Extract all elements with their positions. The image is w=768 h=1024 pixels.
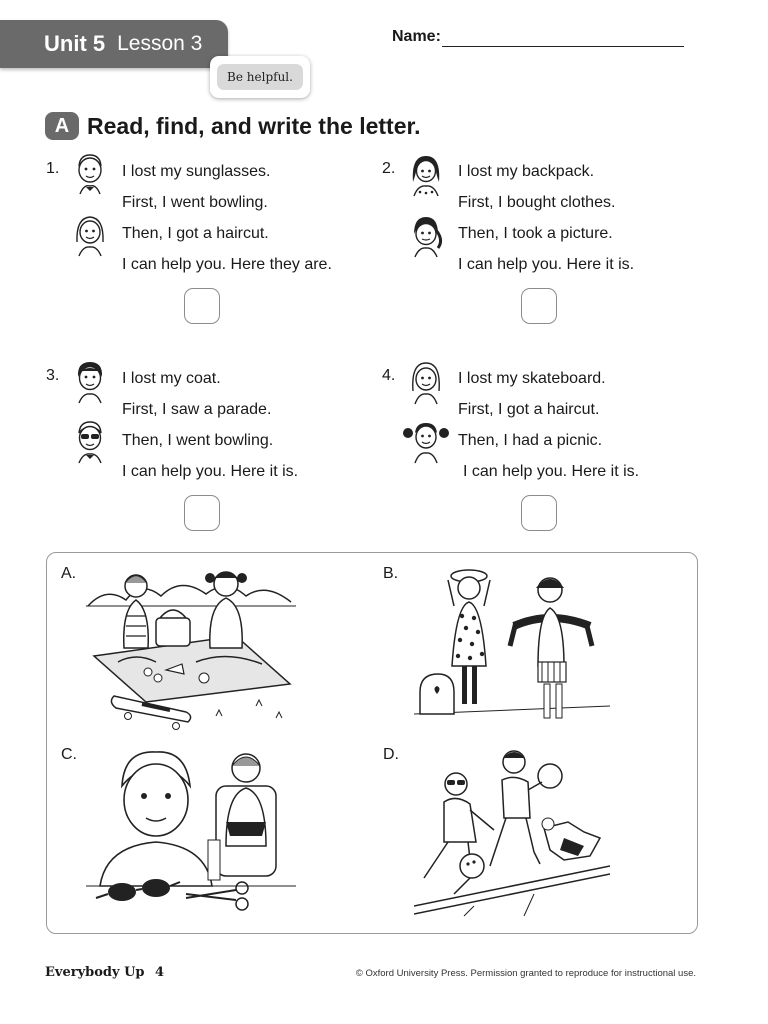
- item-number: 2.: [382, 160, 396, 177]
- picture-label: C.: [61, 746, 77, 763]
- picnic-picture: [86, 566, 296, 732]
- item-number: 4.: [382, 367, 396, 384]
- value-tag: [210, 56, 310, 98]
- haircut-picture: [86, 746, 296, 916]
- boy-avatar-icon: [72, 359, 108, 405]
- picture-label: D.: [383, 746, 399, 763]
- clothes-shopping-picture: [414, 566, 610, 732]
- unit-label: Unit 5: [44, 31, 106, 56]
- item-line: I lost my backpack.: [458, 163, 595, 180]
- answer-box-3[interactable]: [184, 495, 220, 531]
- page-number: 4: [155, 965, 165, 980]
- section-title: Read, find, and write the letter.: [87, 113, 421, 139]
- answer-box-4[interactable]: [521, 495, 557, 531]
- unit-lesson-tab: [0, 20, 228, 68]
- item-line: I lost my skateboard.: [458, 370, 606, 387]
- item-line: First, I went bowling.: [122, 194, 268, 211]
- footer-book-title: [45, 965, 164, 980]
- item-line: First, I bought clothes.: [458, 194, 616, 211]
- item-line: I can help you. Here it is.: [463, 463, 640, 480]
- item-line: I lost my coat.: [122, 370, 221, 387]
- boy-avatar-icon: [72, 152, 108, 198]
- book-title: Everybody Up: [45, 965, 145, 980]
- item-line: I lost my sunglasses.: [122, 163, 271, 180]
- picture-label: A.: [61, 565, 77, 582]
- girl-avatar-icon: [72, 212, 108, 258]
- item-line: Then, I went bowling.: [122, 432, 274, 449]
- item-number: 3.: [46, 367, 60, 384]
- footer-copyright: © Oxford University Press. Permission granted to reproduce for instructional use.: [355, 968, 696, 979]
- item-line: Then, I got a haircut.: [122, 225, 269, 242]
- item-line: I can help you. Here it is.: [122, 463, 299, 480]
- bowling-picture: [414, 746, 610, 918]
- girl-avatar-icon: [408, 212, 444, 258]
- girl-avatar-icon: [408, 152, 444, 198]
- boy-glasses-avatar-icon: [72, 419, 108, 465]
- lesson-label: Lesson 3: [117, 32, 203, 55]
- section-badge: A: [45, 112, 79, 140]
- girl-avatar-icon: [408, 359, 444, 405]
- name-label: Name:: [392, 28, 441, 45]
- answer-box-1[interactable]: [184, 288, 220, 324]
- girl-pigtails-avatar-icon: [402, 419, 450, 465]
- picture-label: B.: [383, 565, 399, 582]
- item-line: Then, I had a picnic.: [458, 432, 603, 449]
- item-line: Then, I took a picture.: [458, 225, 613, 242]
- item-line: First, I saw a parade.: [122, 401, 272, 418]
- item-number: 1.: [46, 160, 60, 177]
- item-line: I can help you. Here they are.: [122, 256, 332, 273]
- name-field[interactable]: [442, 46, 684, 47]
- value-tag-text: Be helpful.: [217, 64, 303, 90]
- item-line: First, I got a haircut.: [458, 401, 600, 418]
- item-line: I can help you. Here it is.: [458, 256, 635, 273]
- answer-box-2[interactable]: [521, 288, 557, 324]
